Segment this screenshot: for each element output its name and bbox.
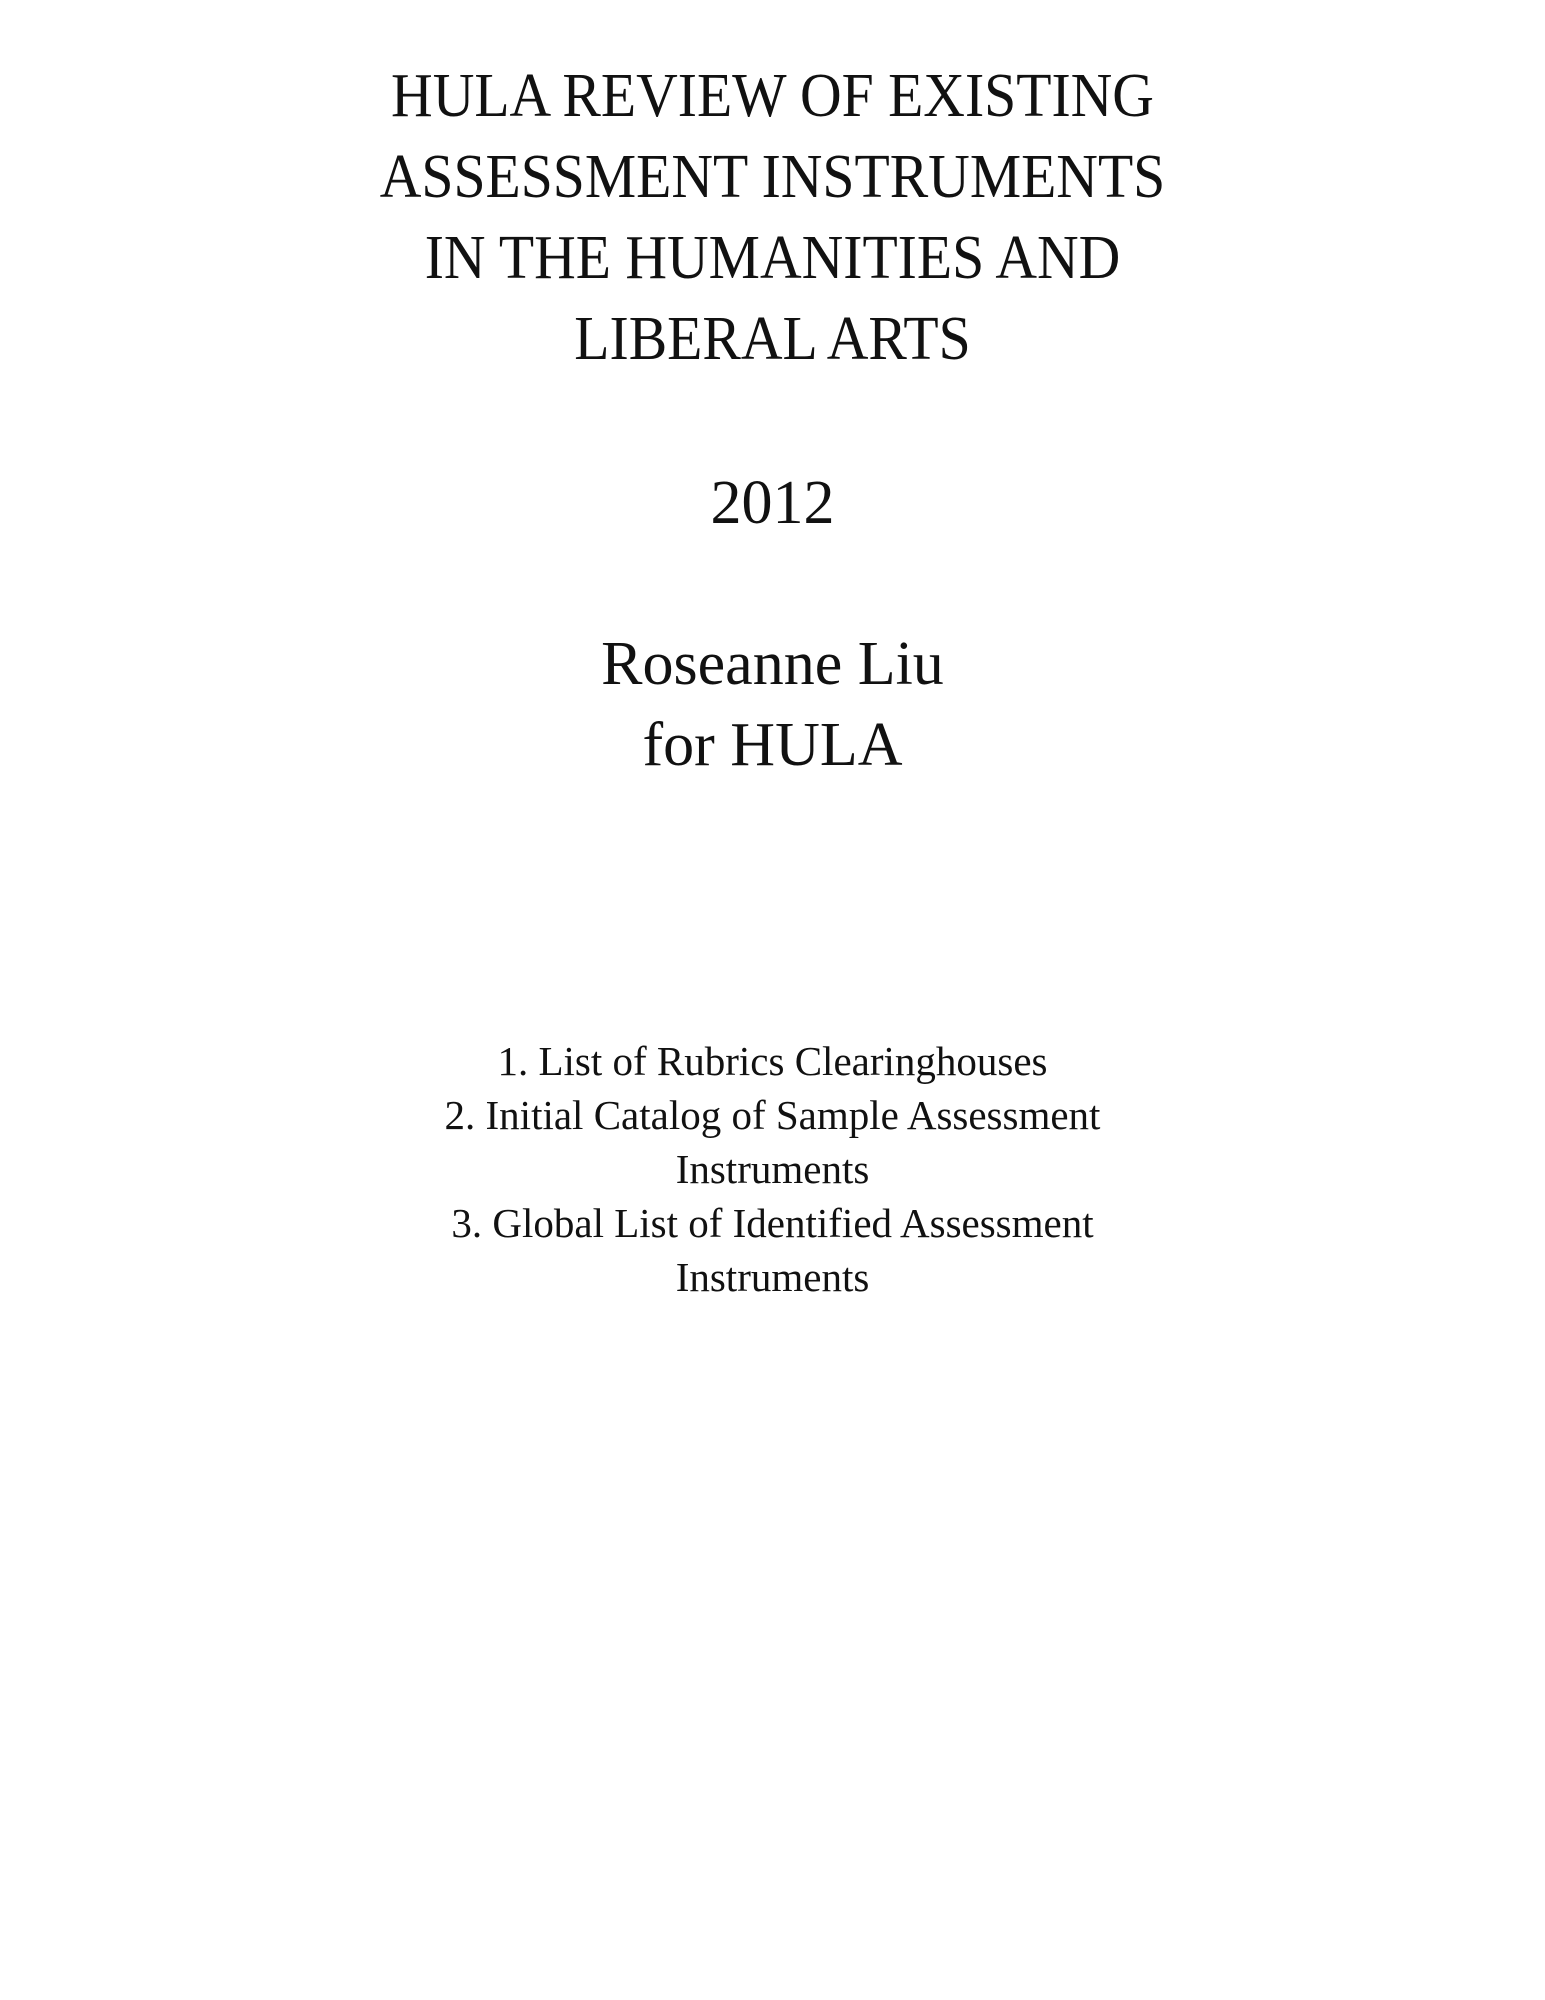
contents-item-text: 1. List of Rubrics Clearinghouses (497, 1038, 1048, 1084)
document-author (0, 624, 1545, 786)
title-line-2: ASSESSMENT INSTRUMENTS (379, 143, 1166, 211)
contents-item-text-continued: Instruments (675, 1146, 870, 1192)
author-affiliation: for HULA (642, 711, 903, 779)
title-line-4: LIBERAL ARTS (574, 305, 971, 373)
document-title (54, 56, 1491, 380)
contents-item-text: 3. Global List of Identified Assessment (451, 1200, 1094, 1246)
contents-item-3 (0, 1196, 1545, 1304)
author-name: Roseanne Liu (601, 630, 944, 698)
contents-list (0, 1034, 1545, 1304)
contents-item-1 (0, 1034, 1545, 1088)
title-line-1: HULA REVIEW OF EXISTING (391, 62, 1154, 130)
document-year: 2012 (710, 469, 835, 537)
contents-item-text-continued: Instruments (675, 1254, 870, 1300)
contents-item-text: 2. Initial Catalog of Sample Assessment (444, 1092, 1101, 1138)
title-line-3: IN THE HUMANITIES AND (424, 224, 1121, 292)
contents-item-2 (0, 1088, 1545, 1196)
